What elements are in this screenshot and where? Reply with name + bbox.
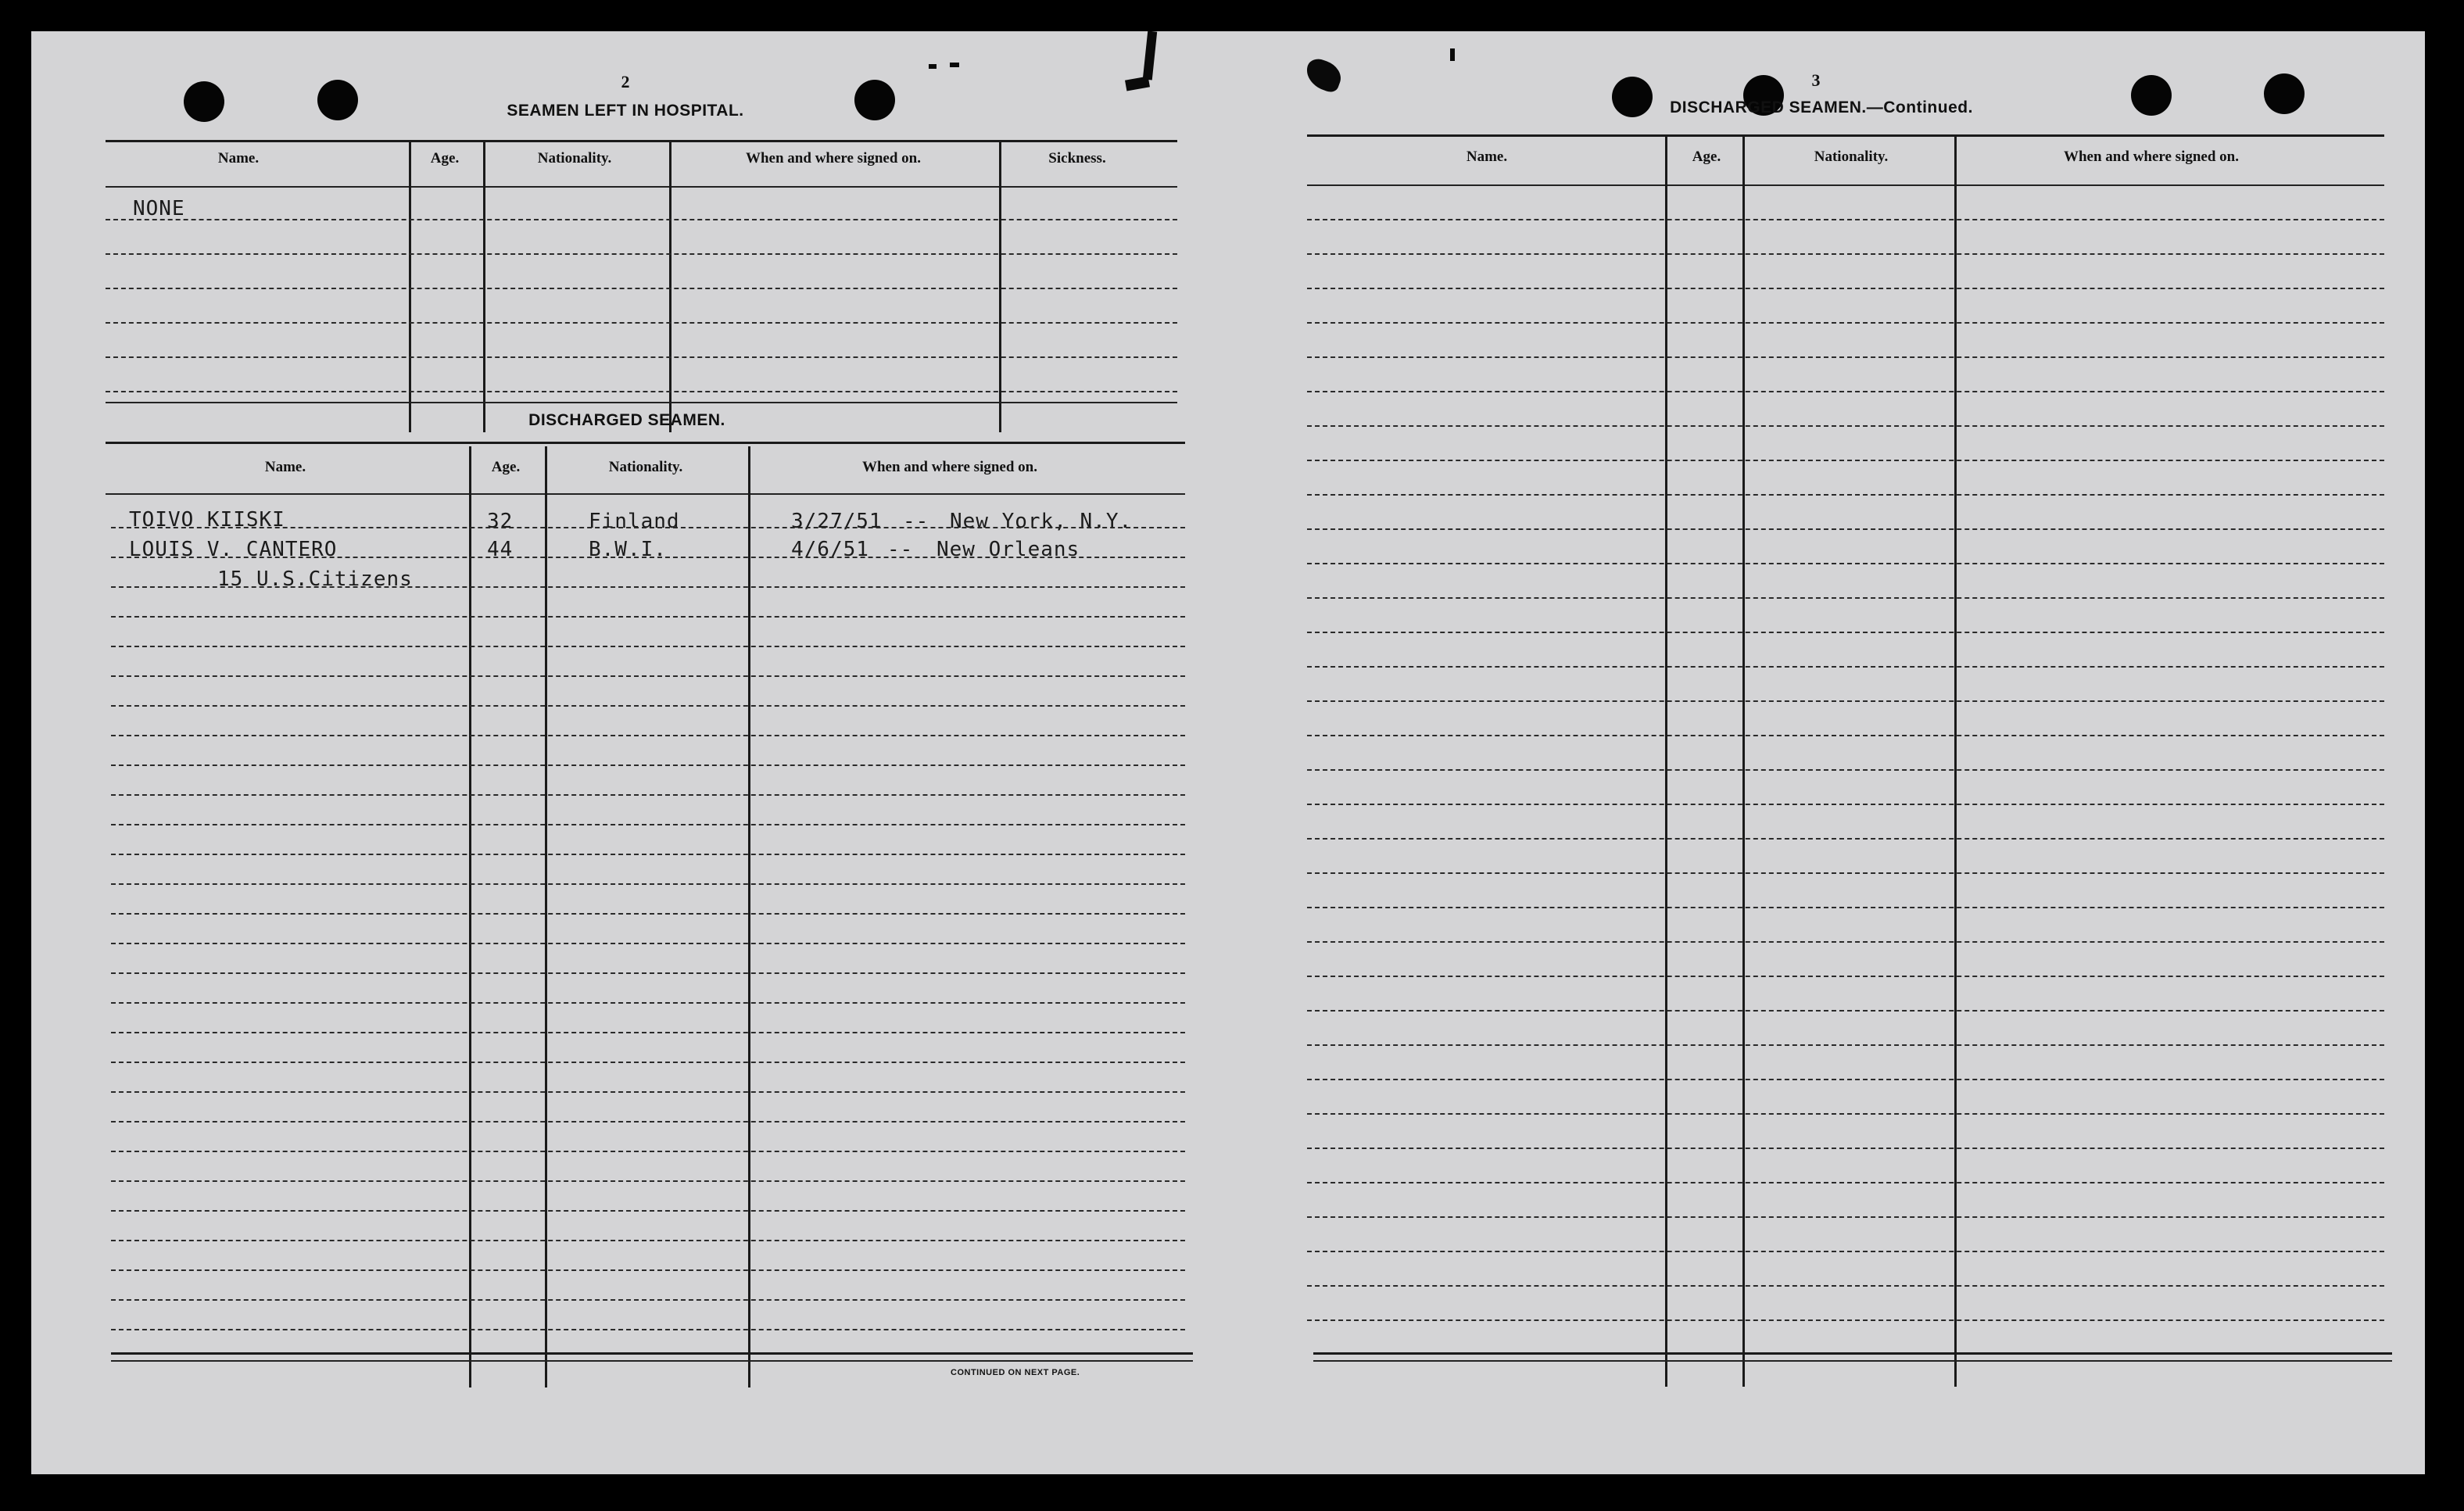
ruled-line [106, 356, 1177, 358]
col-header-signed-on: When and where signed on. [2063, 149, 2240, 165]
punch-hole [184, 81, 224, 122]
punch-hole [854, 80, 895, 120]
punch-hole [1612, 77, 1653, 117]
ruled-line [1307, 838, 2384, 840]
citizens-note: 15 U.S.Citizens [217, 568, 413, 591]
ruled-line [1307, 1319, 2384, 1321]
ruled-line [111, 1180, 1185, 1182]
ruled-line [106, 322, 1177, 324]
seaman-name: TOIVO KIISKI [129, 508, 285, 532]
ruled-line [111, 705, 1185, 707]
seaman-nationality: B.W.I. [589, 538, 667, 561]
hospital-entry: NONE [133, 197, 185, 220]
ruled-line [1307, 219, 2384, 220]
ruled-line [1307, 1148, 2384, 1149]
col-header-nationality: Nationality. [1814, 149, 1889, 165]
ruled-line [111, 1002, 1185, 1004]
ruled-line [111, 764, 1185, 766]
col-header-age: Age. [491, 459, 521, 475]
col-header-sickness: Sickness. [1048, 150, 1106, 166]
ruled-line [1307, 976, 2384, 977]
ruled-line [1307, 460, 2384, 461]
col-header-age: Age. [430, 150, 460, 166]
ruled-line [111, 646, 1185, 647]
staple-mark [1143, 31, 1157, 81]
signed-on-separator: -- [887, 538, 914, 561]
signed-on-date: 4/6/51 [791, 538, 869, 561]
hospital-section-title: SEAMEN LEFT IN HOSPITAL. [507, 102, 744, 120]
ruled-line [111, 1329, 1185, 1330]
seaman-age: 44 [487, 538, 514, 561]
signed-on-place: New Orleans [937, 538, 1080, 561]
punch-hole [2264, 73, 2305, 114]
ruled-line [1307, 528, 2384, 530]
col-header-name: Name. [217, 150, 260, 166]
ruled-line [1307, 1182, 2384, 1183]
ruled-line [111, 527, 1185, 528]
seaman-name: LOUIS V. CANTERO [129, 538, 338, 561]
ruled-line [1307, 425, 2384, 427]
ruled-line [111, 586, 1185, 588]
discharged-continued-title: DISCHARGED SEAMEN.—Continued. [1670, 98, 1973, 116]
discharged-section-title: DISCHARGED SEAMEN. [528, 411, 725, 429]
ruled-line [111, 1299, 1185, 1301]
ruled-line [111, 883, 1185, 885]
ruled-line [111, 1269, 1185, 1271]
ruled-line [1307, 1251, 2384, 1252]
ruled-line [1307, 1010, 2384, 1012]
page-number: 3 [1811, 70, 1821, 90]
col-header-name: Name. [264, 459, 306, 475]
signed-on-date: 3/27/51 [791, 510, 883, 533]
ruled-line [1307, 769, 2384, 771]
col-header-nationality: Nationality. [537, 150, 612, 166]
ruled-line [111, 1091, 1185, 1093]
punch-hole [317, 80, 358, 120]
ruled-line [111, 794, 1185, 796]
col-header-nationality: Nationality. [608, 459, 683, 475]
ruled-line [111, 854, 1185, 855]
ruled-line [111, 1032, 1185, 1033]
ink-blot [950, 63, 959, 67]
ink-blot [1302, 55, 1345, 95]
ruled-line [111, 616, 1185, 618]
ruled-line [111, 1062, 1185, 1063]
ruled-line [1307, 1285, 2384, 1287]
ink-blot [1450, 48, 1455, 61]
punch-hole [2131, 75, 2172, 116]
ruled-line [1307, 322, 2384, 324]
ruled-line [106, 253, 1177, 255]
ruled-line [111, 972, 1185, 974]
ruled-line [111, 913, 1185, 915]
ruled-line [1307, 391, 2384, 392]
ruled-line [111, 1240, 1185, 1241]
ruled-line [1307, 804, 2384, 805]
ruled-line [1307, 907, 2384, 908]
document-sheet [31, 31, 2425, 1474]
ruled-line [106, 391, 1177, 392]
ruled-line [1307, 1079, 2384, 1080]
ruled-line [111, 675, 1185, 677]
ruled-line [1307, 253, 2384, 255]
continued-note: CONTINUED ON NEXT PAGE. [951, 1368, 1080, 1377]
col-header-age: Age. [1692, 149, 1721, 165]
ruled-line [1307, 700, 2384, 702]
ruled-line [1307, 1216, 2384, 1218]
ruled-line [1307, 872, 2384, 874]
ruled-line [1307, 632, 2384, 633]
ruled-line [111, 824, 1185, 825]
ruled-line [1307, 597, 2384, 599]
col-header-signed-on: When and where signed on. [745, 150, 922, 166]
ruled-line [1307, 288, 2384, 289]
ruled-line [1307, 494, 2384, 496]
col-header-signed-on: When and where signed on. [861, 459, 1038, 475]
ruled-line [1307, 735, 2384, 736]
ruled-line [106, 288, 1177, 289]
seaman-age: 32 [487, 510, 514, 533]
page-number: 2 [621, 72, 630, 91]
ruled-line [111, 1121, 1185, 1123]
ruled-line [111, 1151, 1185, 1152]
signed-on-separator: -- [903, 510, 929, 533]
ruled-line [111, 1210, 1185, 1212]
ruled-line [111, 943, 1185, 944]
ruled-line [111, 735, 1185, 736]
staple-mark [1125, 77, 1150, 91]
ink-blot [929, 64, 937, 69]
signed-on-place: New York, N.Y. [950, 510, 1133, 533]
seaman-nationality: Finland [589, 510, 680, 533]
ruled-line [1307, 563, 2384, 564]
ruled-line [1307, 1113, 2384, 1115]
ruled-line [106, 219, 1177, 220]
ruled-line [1307, 1044, 2384, 1046]
ruled-line [1307, 941, 2384, 943]
col-header-name: Name. [1466, 149, 1508, 165]
ruled-line [111, 557, 1185, 558]
ruled-line [1307, 356, 2384, 358]
ruled-line [1307, 666, 2384, 668]
